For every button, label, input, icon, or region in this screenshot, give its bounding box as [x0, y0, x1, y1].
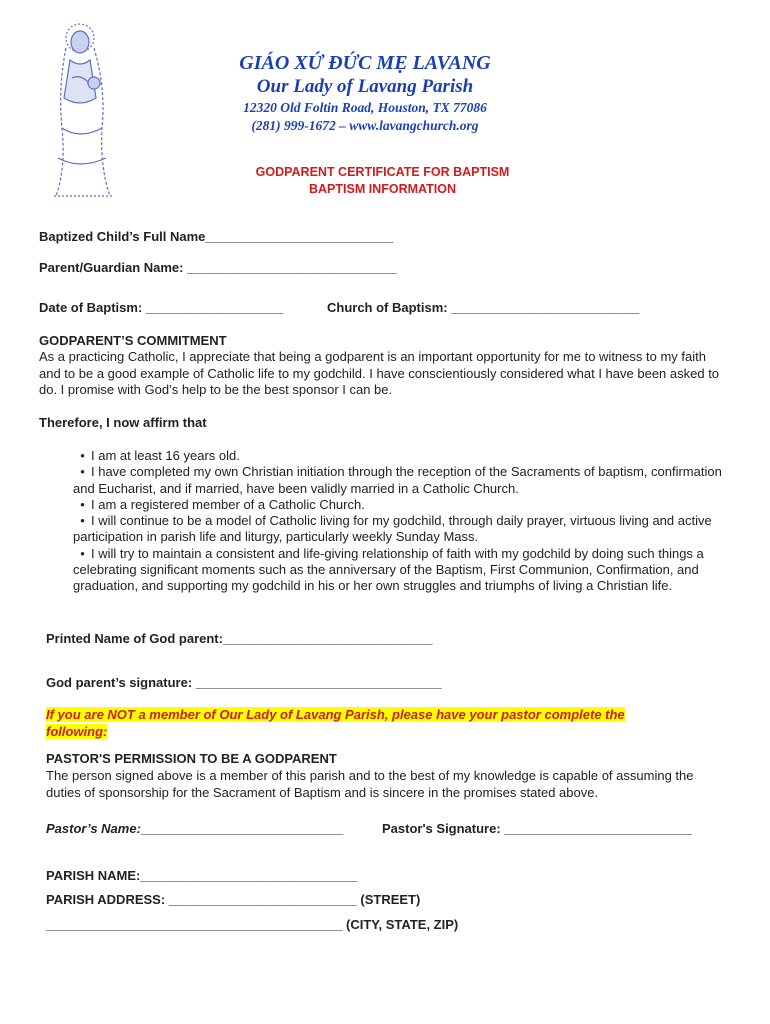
pastor-body: The person signed above is a member of this parish and to the best of my knowledge is capable of assuming the duties of sponsorship for the Sacrament of Baptism and is sincere in the promises stated above. — [46, 768, 694, 800]
parish-name-field[interactable]: PARISH NAME:______________________________ — [46, 868, 358, 883]
baptism-date-field[interactable]: Date of Baptism: ___________________ — [39, 300, 284, 315]
child-name-field[interactable]: Baptized Child’s Full Name__________________________ — [39, 229, 394, 244]
list-item: • I am at least 16 years old. — [73, 448, 240, 463]
bullet-icon: • — [73, 448, 85, 463]
list-item: • I am a registered member of a Catholic Church. — [73, 496, 365, 512]
parish-name-english: Our Lady of Lavang Parish — [256, 76, 474, 97]
madonna-logo — [36, 8, 146, 203]
parish-street-field[interactable]: PARISH ADDRESS: __________________________ (STREET) — [46, 892, 421, 907]
baptism-church-field[interactable]: Church of Baptism: __________________________ — [327, 300, 640, 315]
bullet-icon: • — [73, 496, 85, 512]
parish-contact: (281) 999-1672 – www.lavangchurch.org — [251, 118, 479, 133]
pastor-heading: PASTOR'S PERMISSION TO BE A GODPARENT — [46, 751, 337, 766]
affirm-heading: Therefore, I now affirm that — [39, 415, 207, 430]
printed-name-field[interactable]: Printed Name of God parent:_____________________________ — [46, 631, 433, 646]
parish-address: 12320 Old Foltin Road, Houston, TX 77086 — [243, 100, 487, 115]
bullet-icon: • — [73, 513, 85, 529]
godparent-signature-field[interactable]: God parent’s signature: __________________________________ — [46, 675, 442, 690]
certificate-subtitle: BAPTISM INFORMATION — [309, 182, 456, 196]
bullet-icon: • — [73, 464, 85, 480]
pastor-name-field[interactable] — [46, 821, 343, 836]
list-item: • I will try to maintain a consistent and life-giving relationship of faith with my godchild by doing such things a celebrating significant moments such as the anniversary of the Baptism, First Communion, Confirmation, and graduation, and supporting my godchild in his or her own struggles and triumphs of living a Christian life. — [73, 545, 704, 594]
parish-city-field[interactable]: _________________________________________ (CITY, STATE, ZIP) — [46, 917, 459, 932]
parish-name-vietnamese: GIÁO XỨ ĐỨC MẸ LAVANG — [239, 52, 491, 74]
list-item: • I have completed my own Christian initiation through the reception of the Sacraments of baptism, confirmation and Eucharist, and if married, have been validly married in a Catholic Church. — [73, 464, 722, 496]
pastor-name-label: Pastor’s Name: — [46, 821, 141, 836]
pastor-signature-field[interactable]: Pastor's Signature: __________________________ — [382, 821, 693, 836]
pastor-name-line: ____________________________ — [140, 821, 344, 836]
bullet-icon: • — [73, 545, 85, 561]
certificate-title: GODPARENT CERTIFICATE FOR BAPTISM — [255, 165, 510, 179]
list-item: • I will continue to be a model of Catholic living for my godchild, through daily prayer, virtuous living and active participation in parish life and liturgy, particularly weekly Sunday Mass. — [73, 513, 712, 545]
non-member-notice: If you are NOT a member of Our Lady of Lavang Parish, please have your pastor complete the following: — [46, 707, 625, 739]
affirmation-list — [73, 448, 723, 595]
parent-name-field[interactable]: Parent/Guardian Name: _____________________________ — [39, 260, 397, 275]
commitment-heading: GODPARENT’S COMMITMENT — [39, 333, 227, 348]
commitment-body: As a practicing Catholic, I appreciate that being a godparent is an important opportunity for me to witness to my faith and to be a good example of Catholic life to my godchild. I have conscientiously considered what I have been asked to do. I promise with God’s help to be the best sponsor I can be. — [39, 349, 720, 397]
